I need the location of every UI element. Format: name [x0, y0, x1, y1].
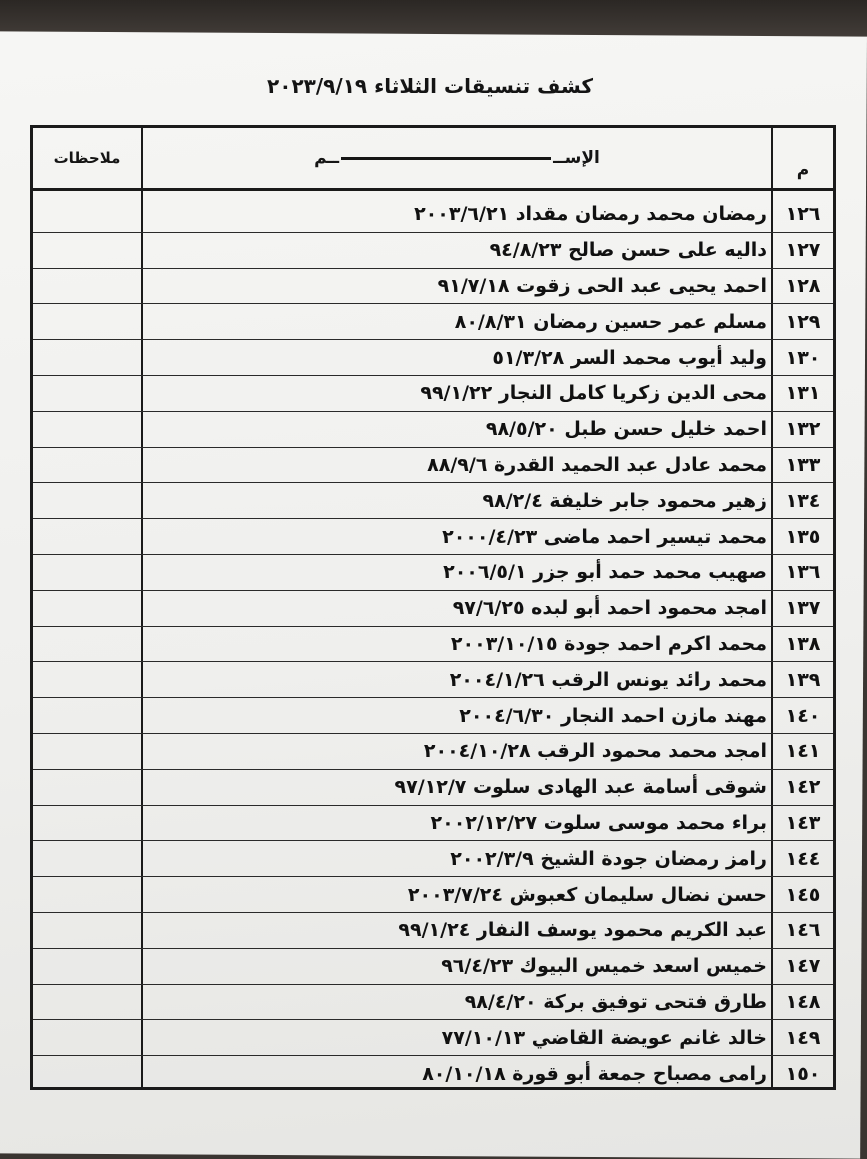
- table-row: [33, 949, 833, 985]
- table-row: [33, 913, 833, 949]
- notes-cell: [33, 662, 141, 697]
- row-number-cell: ١٥٠: [785, 1063, 821, 1086]
- notes-cell: [33, 340, 141, 375]
- table-row: [33, 627, 833, 663]
- table-row: [33, 1020, 833, 1056]
- name-date-cell: امجد محمد محمود الرقب ٢٠٠٤/١٠/٢٨: [423, 740, 767, 763]
- notes-cell: [33, 985, 141, 1020]
- notes-cell: [33, 841, 141, 876]
- row-number-cell: ١٣٥: [785, 525, 821, 548]
- name-date-cell: صهيب محمد حمد أبو جزر ٢٠٠٦/٥/١: [443, 561, 767, 584]
- notes-cell: [33, 1020, 141, 1055]
- name-date-cell: داليه على حسن صالح ٩٤/٨/٢٣: [489, 239, 767, 262]
- name-date-cell: رامز رمضان جودة الشيخ ٢٠٠٢/٣/٩: [450, 847, 767, 870]
- header-name-end: ــم: [314, 148, 340, 168]
- notes-cell: [33, 376, 141, 411]
- name-date-cell: امجد محمود احمد أبو لبده ٩٧/٦/٢٥: [452, 597, 767, 620]
- row-number-cell: ١٣٦: [785, 561, 821, 584]
- table-row: [33, 806, 833, 842]
- table-row: [33, 698, 833, 734]
- header-number: م: [796, 160, 810, 180]
- name-date-cell: احمد يحيى عبد الحى زقوت ٩١/٧/١٨: [437, 274, 767, 297]
- name-date-cell: حسن نضال سليمان كعبوش ٢٠٠٣/٧/٢٤: [407, 883, 767, 906]
- table-header-row: [33, 128, 833, 191]
- header-name-start: الإســ: [553, 148, 600, 168]
- table-row: [33, 483, 833, 519]
- row-number-cell: ١٢٨: [785, 274, 821, 297]
- table-row: [33, 985, 833, 1021]
- name-date-cell: براء محمد موسى سلوت ٢٠٠٢/١٢/٢٧: [430, 811, 767, 834]
- header-name-tatweel: [341, 157, 551, 160]
- names-table: [30, 125, 836, 1090]
- row-number-cell: ١٢٩: [785, 310, 821, 333]
- header-notes: ملاحظات: [53, 149, 121, 167]
- name-date-cell: محى الدين زكريا كامل النجار ٩٩/١/٢٢: [420, 382, 767, 405]
- notes-cell: [33, 734, 141, 769]
- row-number-cell: ١٤٧: [785, 955, 821, 978]
- row-number-cell: ١٤٠: [785, 704, 821, 727]
- table-row: [33, 662, 833, 698]
- name-date-cell: محمد عادل عبد الحميد القدرة ٨٨/٩/٦: [427, 453, 767, 476]
- name-date-cell: وليد أيوب محمد السر ٥١/٣/٢٨: [492, 346, 767, 369]
- name-date-cell: عبد الكريم محمود يوسف النفار ٩٩/١/٢٤: [398, 919, 767, 942]
- notes-cell: [33, 877, 141, 912]
- row-number-cell: ١٣١: [785, 382, 821, 405]
- notes-cell: [33, 448, 141, 483]
- notes-cell: [33, 269, 141, 304]
- notes-cell: [33, 1056, 141, 1092]
- name-date-cell: احمد خليل حسن طبل ٩٨/٥/٢٠: [485, 418, 767, 441]
- header-name: [143, 128, 771, 188]
- row-number-cell: ١٣٤: [785, 489, 821, 512]
- table-row: [33, 555, 833, 591]
- table-row: [33, 519, 833, 555]
- row-number-cell: ١٢٦: [785, 203, 821, 226]
- notes-cell: [33, 233, 141, 268]
- table-row: [33, 197, 833, 233]
- notes-cell: [33, 627, 141, 662]
- row-number-cell: ١٤٤: [785, 847, 821, 870]
- notes-cell: [33, 698, 141, 733]
- row-number-cell: ١٣٩: [785, 668, 821, 691]
- name-date-cell: محمد رائد يونس الرقب ٢٠٠٤/١/٢٦: [449, 668, 767, 691]
- name-date-cell: زهير محمود جابر خليفة ٩٨/٢/٤: [482, 489, 767, 512]
- notes-cell: [33, 591, 141, 626]
- row-number-cell: ١٤٦: [785, 919, 821, 942]
- name-date-cell: مسلم عمر حسين رمضان ٨٠/٨/٣١: [454, 310, 767, 333]
- table-row: [33, 770, 833, 806]
- name-date-cell: طارق فتحى توفيق بركة ٩٨/٤/٢٠: [464, 990, 767, 1013]
- row-number-cell: ١٤١: [785, 740, 821, 763]
- row-number-cell: ١٣٢: [785, 418, 821, 441]
- notes-cell: [33, 412, 141, 447]
- name-date-cell: خميس اسعد خميس البيوك ٩٦/٤/٢٣: [441, 955, 767, 978]
- document-title: كشف تنسيقات الثلاثاء ٢٠٢٣/٩/١٩: [267, 74, 593, 98]
- notes-cell: [33, 770, 141, 805]
- table-body: [33, 197, 833, 1092]
- table-row: [33, 376, 833, 412]
- table-row: [33, 340, 833, 376]
- notes-cell: [33, 304, 141, 339]
- name-date-cell: رمضان محمد رمضان مقداد ٢٠٠٣/٦/٢١: [414, 203, 767, 226]
- name-date-cell: محمد اكرم احمد جودة ٢٠٠٣/١٠/١٥: [450, 632, 767, 655]
- name-date-cell: شوقى أسامة عبد الهادى سلوت ٩٧/١٢/٧: [394, 776, 767, 799]
- table-row: [33, 412, 833, 448]
- table-row: [33, 877, 833, 913]
- name-date-cell: مهند مازن احمد النجار ٢٠٠٤/٦/٣٠: [459, 704, 767, 727]
- table-row: [33, 1056, 833, 1092]
- table-row: [33, 591, 833, 627]
- notes-cell: [33, 806, 141, 841]
- name-date-cell: رامى مصباح جمعة أبو قورة ٨٠/١٠/١٨: [422, 1063, 767, 1086]
- name-date-cell: محمد تيسير احمد ماضى ٢٠٠٠/٤/٢٣: [442, 525, 767, 548]
- row-number-cell: ١٤٢: [785, 776, 821, 799]
- row-number-cell: ١٤٣: [785, 811, 821, 834]
- notes-cell: [33, 913, 141, 948]
- notes-cell: [33, 949, 141, 984]
- table-row: [33, 448, 833, 484]
- row-number-cell: ١٤٥: [785, 883, 821, 906]
- table-row: [33, 304, 833, 340]
- row-number-cell: ١٣٠: [785, 346, 821, 369]
- table-row: [33, 841, 833, 877]
- row-number-cell: ١٣٧: [785, 597, 821, 620]
- notes-cell: [33, 483, 141, 518]
- name-date-cell: خالد غانم عويضة القاضي ٧٧/١٠/١٣: [441, 1026, 767, 1049]
- table-row: [33, 734, 833, 770]
- table-row: [33, 269, 833, 305]
- notes-cell: [33, 519, 141, 554]
- notes-cell: [33, 555, 141, 590]
- row-number-cell: ١٤٨: [785, 990, 821, 1013]
- row-number-cell: ١٣٨: [785, 632, 821, 655]
- row-number-cell: ١٤٩: [785, 1026, 821, 1049]
- table-row: [33, 233, 833, 269]
- row-number-cell: ١٣٣: [785, 453, 821, 476]
- notes-cell: [33, 197, 141, 232]
- row-number-cell: ١٢٧: [785, 239, 821, 262]
